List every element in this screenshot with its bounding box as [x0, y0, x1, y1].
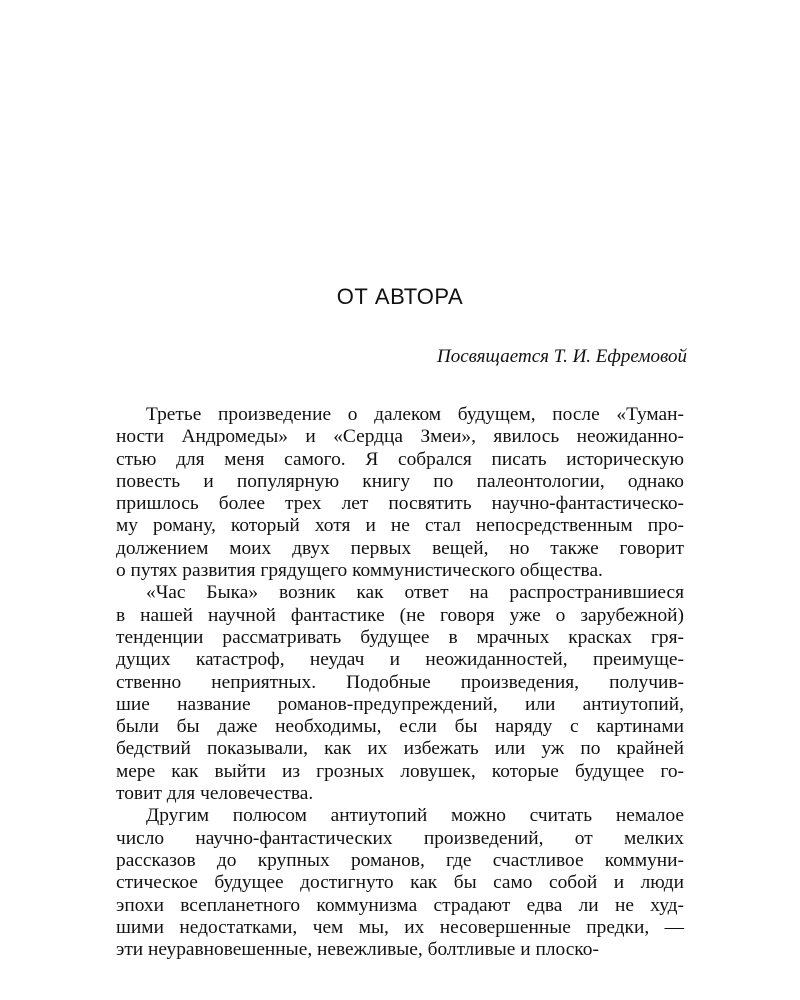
text-line: рассказов до крупных романов, где счастливое коммуни-	[116, 849, 684, 871]
text-line: мере как выйти из грозных ловушек, которые будущее го-	[116, 760, 684, 782]
text-line: бедствий показывали, как их избежать или уж по крайней	[116, 738, 684, 760]
body-text	[116, 404, 684, 961]
text-line: стью для меня самого. Я собрался писать историческую	[116, 448, 684, 470]
text-line: дущих катастроф, неудач и неожиданностей, преимуще-	[116, 649, 684, 671]
text-line: ности Андромеды» и «Сердца Змеи», явилось неожиданно-	[116, 426, 684, 448]
text-line: товит для человечества.	[116, 783, 314, 805]
text-line: эти неуравновешенные, невежливые, болтливые и плоско-	[116, 939, 599, 961]
text-line: му роману, который хотя и не стал непосредственным про-	[116, 515, 684, 537]
text-line: повесть и популярную книгу по палеонтологии, однако	[116, 470, 684, 492]
text-line: «Час Быка» возник как ответ на распространившиеся	[146, 582, 684, 604]
chapter-heading: ОТ АВТОРА	[336, 284, 464, 309]
text-line: эпохи всепланетного коммунизма страдают едва ли не худ-	[116, 894, 684, 916]
text-line: пришлось более трех лет посвятить научно-фантастическо-	[116, 493, 684, 515]
text-line: ственно неприятных. Подобные произведения, получив-	[116, 671, 684, 693]
text-line: были бы даже необходимы, если бы наряду с картинами	[116, 716, 684, 738]
text-line: тенденции рассматривать будущее в мрачных красках гря-	[116, 626, 684, 648]
text-line: в нашей научной фантастике (не говоря уже о зарубежной)	[116, 604, 684, 626]
paragraph	[116, 582, 684, 805]
text-line: о путях развития грядущего коммунистического общества.	[116, 560, 603, 582]
text-line: шие название романов-предупреждений, или антиутопий,	[116, 693, 684, 715]
text-line: шими недостатками, чем мы, их несовершенные предки, —	[116, 916, 684, 938]
paragraph	[116, 404, 684, 582]
text-line: Третье произведение о далеком будущем, после «Туман-	[146, 404, 684, 425]
text-line: число научно-фантастических произведений, от мелких	[116, 827, 684, 849]
dedication: Посвящается Т. И. Ефремовой	[437, 346, 687, 367]
text-line: должением моих двух первых вещей, но также говорит	[116, 537, 684, 559]
text-line: Другим полюсом антиутопий можно считать немалое	[146, 805, 684, 827]
text-line: стическое будущее достигнуто как бы само собой и люди	[116, 872, 684, 894]
paragraph	[116, 805, 684, 961]
